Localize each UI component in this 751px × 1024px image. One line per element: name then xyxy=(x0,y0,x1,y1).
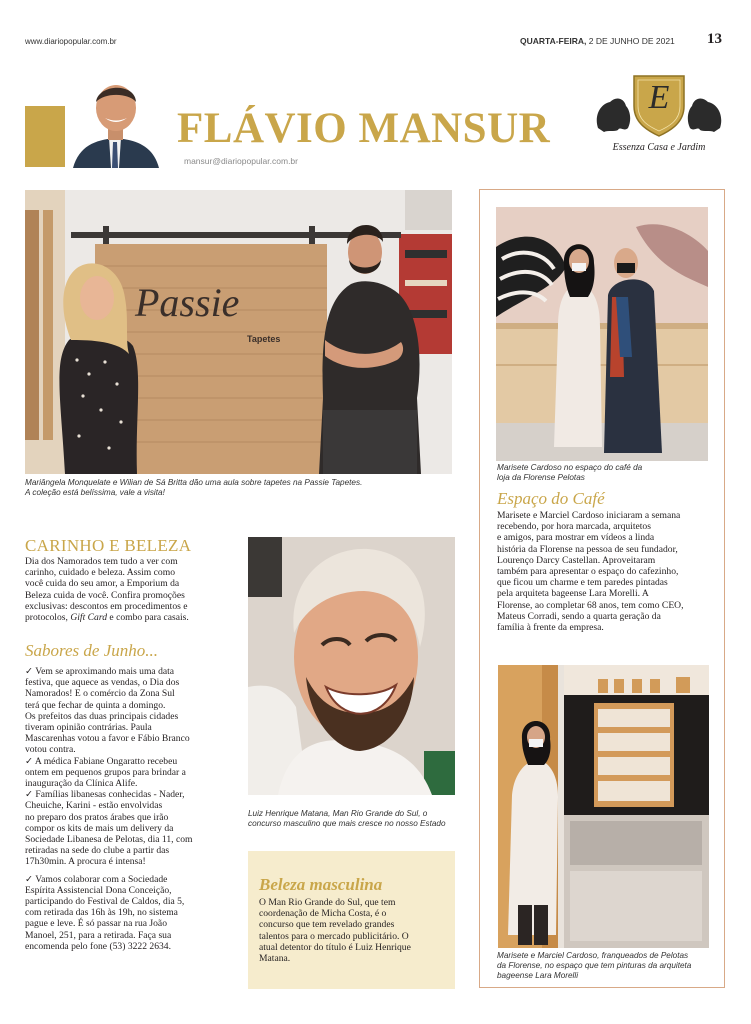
cafe-caption xyxy=(497,463,709,483)
sabores-line: Os prefeitos das duas principais cidades xyxy=(25,710,179,722)
carinho-body xyxy=(25,556,240,623)
carinho-line: exclusivas: descontos em procedimentos e xyxy=(25,600,188,612)
cafe-line: Florense, ao completar 68 anos, tem como CEO, xyxy=(497,599,684,611)
luiz-caption-line-2: concurso masculino que mais cresce no nosso Estado xyxy=(248,819,446,828)
column-title: FLÁVIO MANSUR xyxy=(177,105,551,152)
sabores-line: no preparo dos pratos árabes que irão xyxy=(25,811,169,823)
sabores-line: pague e leve. É só passar na rua João xyxy=(25,918,167,930)
columnist-portrait xyxy=(65,76,167,168)
sabores-line: Sociedade Libanesa de Pelotas, dia 11, com xyxy=(25,834,193,846)
carinho-line: você cuida do seu amor, a Emporium da xyxy=(25,578,180,590)
florense-caption-line-3: bageense Lara Morelli xyxy=(497,971,579,980)
carinho-line: Beleza cuida de você. Confira promoções xyxy=(25,589,185,601)
logo-letter: E xyxy=(648,79,670,116)
beleza-line: atual detentor do título é Luiz Henrique xyxy=(259,941,411,953)
sabores-line: Cheuiche, Karini - estão envolvidas xyxy=(25,800,163,812)
carinho-tail: e combo para casais. xyxy=(107,612,189,624)
cafe-line: pela arquiteta bageense Lara Morelli. A xyxy=(497,588,649,600)
sabores-line: encomenda pelo fone (53) 3222 2634. xyxy=(25,940,171,952)
beleza-heading: Beleza masculina xyxy=(259,875,383,894)
sabores-line: participando do Festival de Caldos, dia 5, xyxy=(25,896,185,908)
sabores-line: ✓ Vem se aproximando mais uma data xyxy=(25,666,175,677)
beleza-line: Matana. xyxy=(259,953,291,965)
florense-caption-line-1: Marisete e Marciel Cardoso, franqueados de Pelotas xyxy=(497,951,689,960)
cafe-line: família à frente da empresa. xyxy=(497,622,604,634)
beleza-line: concurso que tem revelado grandes xyxy=(259,919,395,931)
passie-caption xyxy=(25,478,455,498)
beleza-line: O Man Rio Grande do Sul, que tem xyxy=(259,897,396,908)
florense-caption-line-2: da Florense, no espaço que tem pinturas da arquiteta xyxy=(497,961,692,970)
sabores-line: 17h30min. A procura é intensa! xyxy=(25,856,146,868)
sabores-line: Namorados! E o comércio da Zona Sul xyxy=(25,688,175,700)
sabores-line: inauguração da Clínica Alife. xyxy=(25,778,138,790)
carinho-heading: CARINHO E BELEZA xyxy=(25,536,192,555)
cafe-line: recebendo, por hora marcada, arquitetos xyxy=(497,521,651,533)
sabores-line: Manoel, 251, para a retirada. Faça sua xyxy=(25,929,172,941)
sabores-line: ontem em pequenos grupos para brindar a xyxy=(25,766,186,778)
cafe-photo xyxy=(496,207,708,461)
cafe-line: história da Florense na pessoa de seu fundador, xyxy=(497,543,678,555)
cafe-line: Mateus Corradi, sendo a quarta geração da xyxy=(497,610,661,622)
passie-sign-text: Passie xyxy=(135,280,240,325)
cafe-heading: Espaço do Café xyxy=(497,489,605,508)
cafe-line: também para apresentar o espaço do cafezinho, xyxy=(497,566,679,578)
sabores-line: ✓ Vamos colaborar com a Sociedade xyxy=(25,873,168,885)
sabores-body xyxy=(25,666,241,952)
page-number: 13 xyxy=(707,31,722,47)
carinho-line-last xyxy=(25,612,240,623)
beleza-line: coordenação de Micha Costa, é o xyxy=(259,908,387,920)
sabores-line: ✓ Famílias libanesas conhecidas - Nader, xyxy=(25,789,185,801)
essenza-logo xyxy=(590,70,728,162)
cafe-body xyxy=(497,510,712,633)
sabores-line: retiradas na sede do clube a partir das xyxy=(25,845,170,857)
beleza-body xyxy=(259,897,451,964)
cafe-line: Marisete e Marciel Cardoso iniciaram a semana xyxy=(497,510,681,521)
sabores-line: terá que fechar de quinta a domingo. xyxy=(25,699,166,711)
sabores-line: Espírita Assistencial Dona Conceição, xyxy=(25,884,172,896)
luiz-henrique-photo xyxy=(248,537,455,795)
logo-text: Essenza Casa e Jardim xyxy=(612,142,706,153)
sabores-line: ✓ A médica Fabiane Ongaratto recebeu xyxy=(25,755,178,767)
lion-left-icon xyxy=(597,99,630,132)
carinho-line: Dia dos Namorados tem tudo a ver com xyxy=(25,556,178,567)
issue-date xyxy=(520,36,675,46)
gift-card-text: Gift Card xyxy=(70,612,108,624)
beleza-line: talentos para o mercado publicitário. O xyxy=(259,930,409,942)
passie-tapetes-photo xyxy=(25,190,452,474)
carinho-text: protocolos, xyxy=(25,612,68,624)
passie-caption-line-1: Mariângela Monquelate e Wilian de Sá Britta dão uma aula sobre tapetes na Passie Tapetes. xyxy=(25,478,363,487)
luiz-caption xyxy=(248,809,460,829)
sabores-line: Mascarenhas votou a favor e Fábio Branco xyxy=(25,733,190,745)
sabores-line: festiva, que aquece as vendas, o Dia dos xyxy=(25,677,180,689)
passie-sign-subtext: Tapetes xyxy=(247,334,281,344)
passie-caption-line-2: A coleção está belíssima, vale a visita! xyxy=(25,488,165,497)
cafe-caption-line-2: loja da Florense Pelotas xyxy=(497,473,585,482)
sabores-line: tiveram opinião contrárias. Paula xyxy=(25,722,152,734)
sabores-line: votou contra. xyxy=(25,744,76,756)
cafe-line: Lourenço Darcy Castellan. Aproveitaram xyxy=(497,554,656,566)
lion-right-icon xyxy=(688,99,721,132)
issue-date-text: 2 DE JUNHO DE 2021 xyxy=(588,36,675,46)
florense-caption xyxy=(497,951,711,981)
carinho-line: carinho, cuidado e beleza. Assim como xyxy=(25,567,175,579)
issue-day: QUARTA-FEIRA, xyxy=(520,36,587,46)
florense-store-photo xyxy=(498,665,709,948)
cafe-line: que ficou um charme e tem paredes pintadas xyxy=(497,577,668,589)
cafe-line: e amigos, para mostrar em vídeos a linda xyxy=(497,532,655,544)
cafe-caption-line-1: Marisete Cardoso no espaço do café da xyxy=(497,463,643,472)
luiz-caption-line-1: Luiz Henrique Matana, Man Rio Grande do Sul, o xyxy=(248,809,428,818)
site-url[interactable]: www.diariopopular.com.br xyxy=(25,37,117,46)
columnist-email[interactable]: mansur@diariopopular.com.br xyxy=(184,156,298,166)
sabores-heading: Sabores de Junho... xyxy=(25,641,158,660)
sabores-line: compor os kits de mais um delivery da xyxy=(25,822,174,834)
sabores-line: com retirada das 16h às 19h, no sistema xyxy=(25,907,178,919)
